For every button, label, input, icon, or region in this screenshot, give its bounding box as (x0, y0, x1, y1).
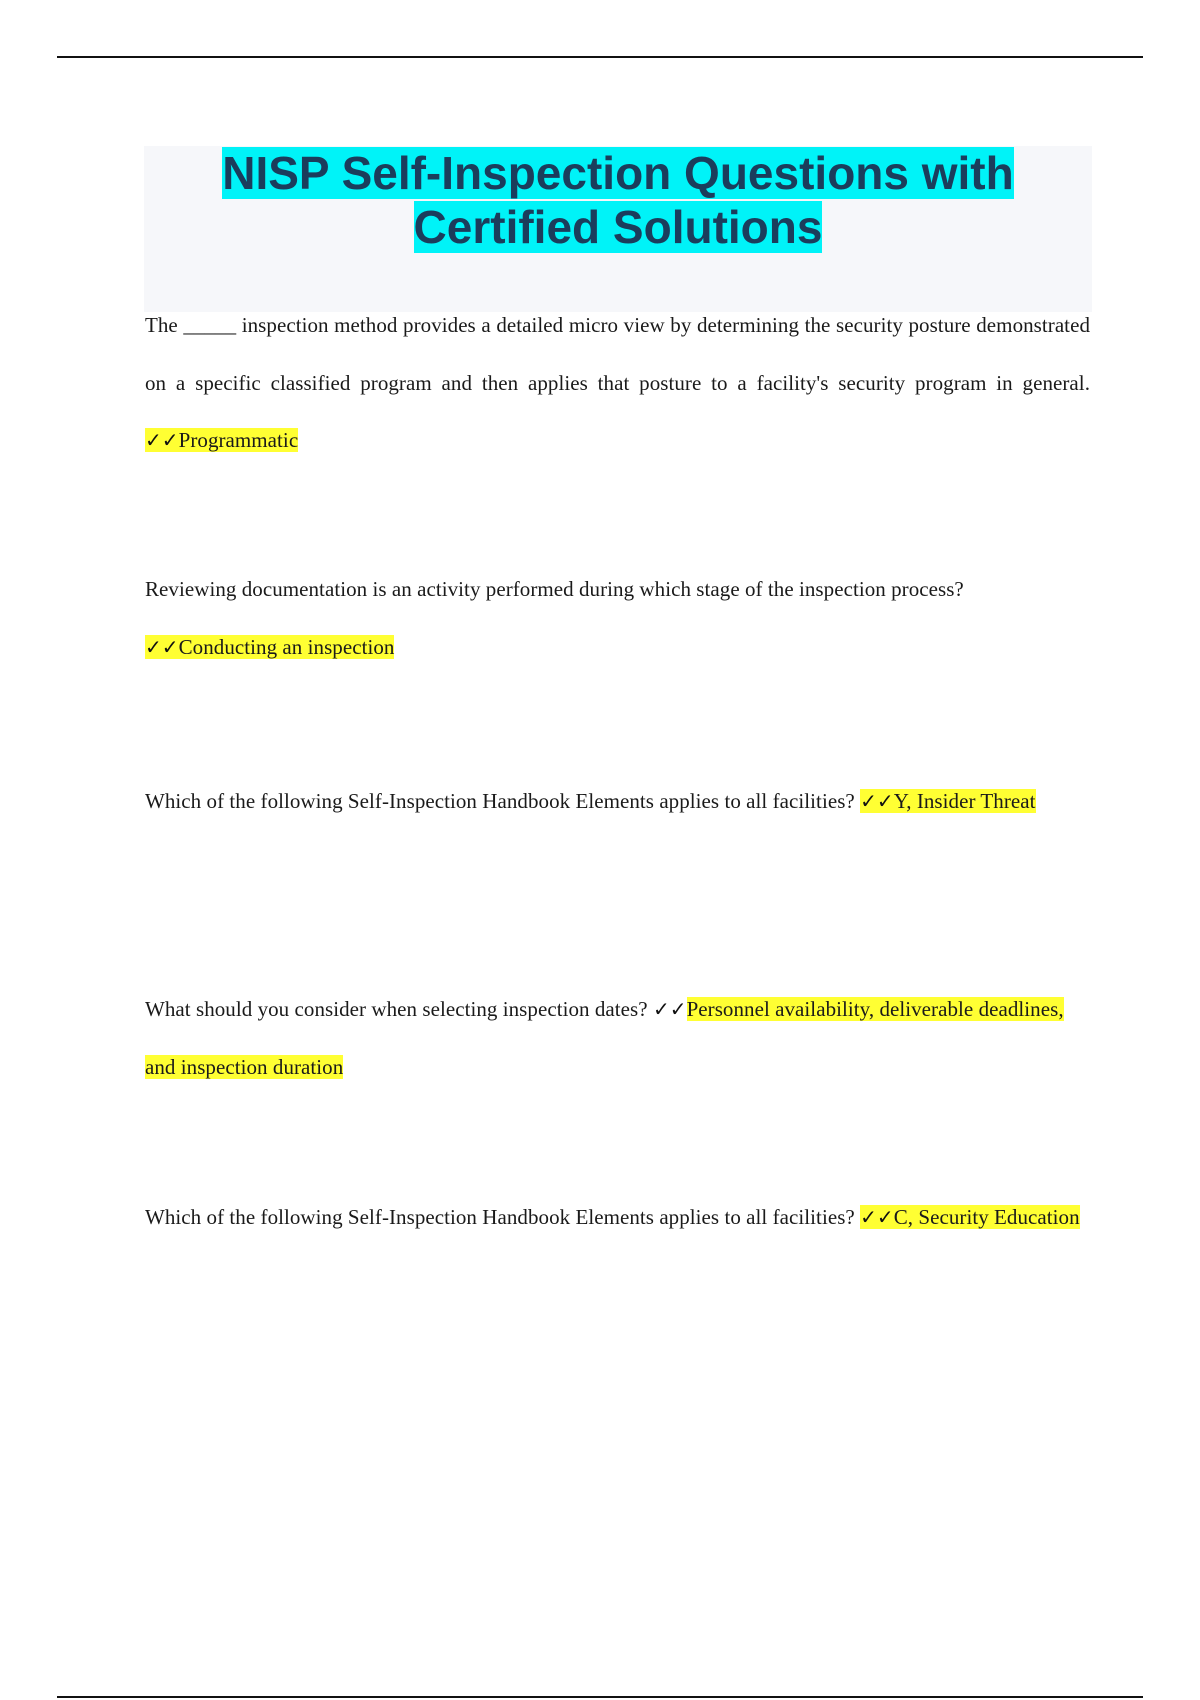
title-block (144, 146, 1092, 312)
question-text: What should you consider when selecting inspection dates? (145, 997, 653, 1021)
check-mark-icon: ✓✓ (860, 789, 894, 813)
answer-text: Conducting an inspection (178, 634, 395, 659)
qa-item-5 (145, 1189, 1090, 1247)
question-text: Which of the following Self-Inspection Handbook Elements applies to all facilities? (145, 789, 861, 813)
check-mark-icon: ✓✓ (652, 997, 687, 1021)
qa-item-2 (145, 561, 1090, 676)
answer-highlight (860, 1205, 1080, 1229)
question-text: Which of the following Self-Inspection Handbook Elements applies to all facilities? (145, 1205, 861, 1229)
answer-text: Programmatic (178, 428, 299, 452)
question-text: The _____ inspection method provides a detailed micro view by determining the security posture demonstrated on a specific classified program and then applies that posture to a facility's security program in general. (145, 313, 1090, 395)
qa-item-4 (145, 981, 1090, 1096)
document-title (144, 146, 1092, 254)
title-line-1: NISP Self-Inspection Questions with (222, 147, 1014, 199)
qa-item-3 (145, 773, 1090, 831)
answer-text: C, Security Education (893, 1205, 1080, 1229)
check-mark-icon: ✓✓ (860, 1205, 894, 1229)
check-mark-icon: ✓✓ (145, 634, 179, 659)
answer-highlight (145, 428, 298, 452)
question-text: Reviewing documentation is an activity performed during which stage of the inspection process? (145, 577, 964, 601)
header-rule (57, 56, 1143, 58)
answer-text: Y, Insider Threat (893, 789, 1036, 813)
check-mark-icon: ✓✓ (145, 428, 179, 452)
answer-highlight (860, 789, 1035, 813)
footer-rule (57, 1696, 1143, 1698)
qa-item-1 (145, 297, 1090, 470)
answer-text: Personnel availability, deliverable deadlines, and inspection duration (145, 997, 1064, 1079)
answer-highlight (145, 635, 394, 659)
title-line-2: Certified Solutions (413, 201, 823, 253)
